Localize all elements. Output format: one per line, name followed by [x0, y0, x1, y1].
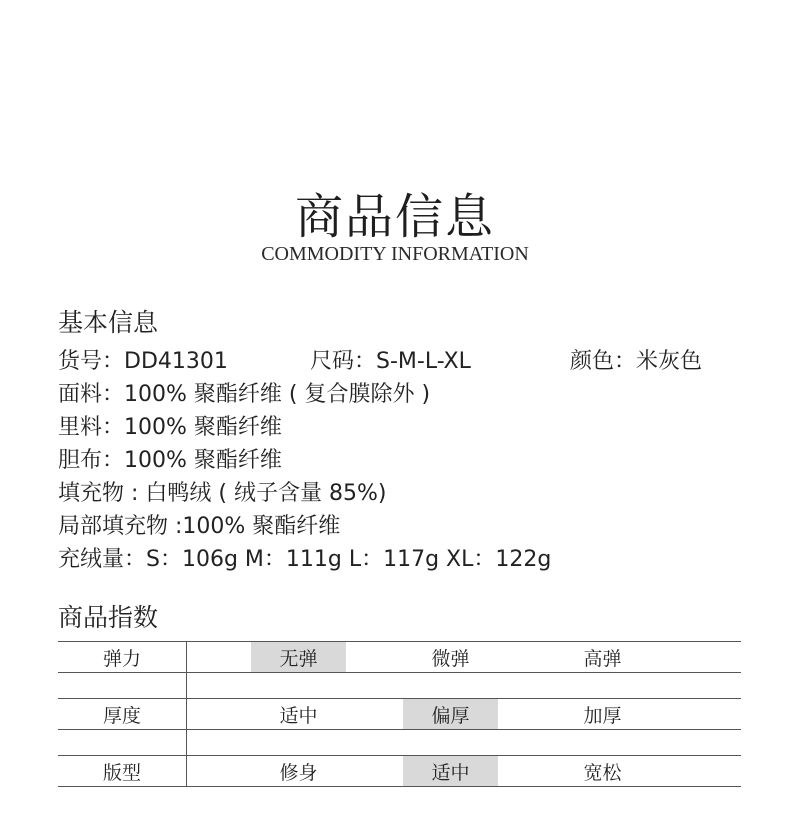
- product-index-table: [58, 641, 741, 787]
- index-option: 加厚: [555, 699, 650, 730]
- filling-line: 填充物 : 白鸭绒 ( 绒子含量 85%): [58, 481, 387, 506]
- index-option: 宽松: [555, 756, 650, 787]
- size-range: 尺码：S-M-L-XL: [310, 349, 471, 374]
- index-label: 厚度: [58, 699, 187, 730]
- color-value: 颜色：米灰色: [570, 349, 703, 374]
- basic-info-heading: 基本信息: [58, 308, 159, 337]
- index-spacer-row: [58, 673, 741, 699]
- index-option: 适中: [251, 699, 346, 730]
- item-number: 货号：DD41301: [58, 349, 228, 374]
- index-option: 修身: [251, 756, 346, 787]
- index-option: 高弹: [555, 642, 650, 673]
- inner-fabric-line: 胆布：100% 聚酯纤维: [58, 448, 282, 473]
- index-spacer-row: [58, 730, 741, 756]
- index-option: 适中: [403, 756, 498, 787]
- index-option: 偏厚: [403, 699, 498, 730]
- index-option: 微弹: [403, 642, 498, 673]
- page-subtitle: COMMODITY INFORMATION: [261, 243, 529, 265]
- index-row-elasticity: [58, 642, 741, 673]
- page-title: 商品信息: [294, 189, 495, 245]
- index-label: 弹力: [58, 642, 187, 673]
- product-index-heading: 商品指数: [58, 603, 159, 632]
- lining-line: 里料：100% 聚酯纤维: [58, 415, 282, 440]
- index-row-thickness: [58, 699, 741, 730]
- partial-filling-line: 局部填充物 :100% 聚酯纤维: [58, 514, 341, 539]
- index-option: 无弹: [251, 642, 346, 673]
- fabric-line: 面料：100% 聚酯纤维 ( 复合膜除外 ): [58, 382, 431, 407]
- index-label: 版型: [58, 756, 187, 787]
- info-row-ids: [58, 347, 758, 377]
- down-weight-line: 充绒量：S：106g M：111g L：117g XL：122g: [58, 547, 552, 572]
- index-row-fit: [58, 756, 741, 787]
